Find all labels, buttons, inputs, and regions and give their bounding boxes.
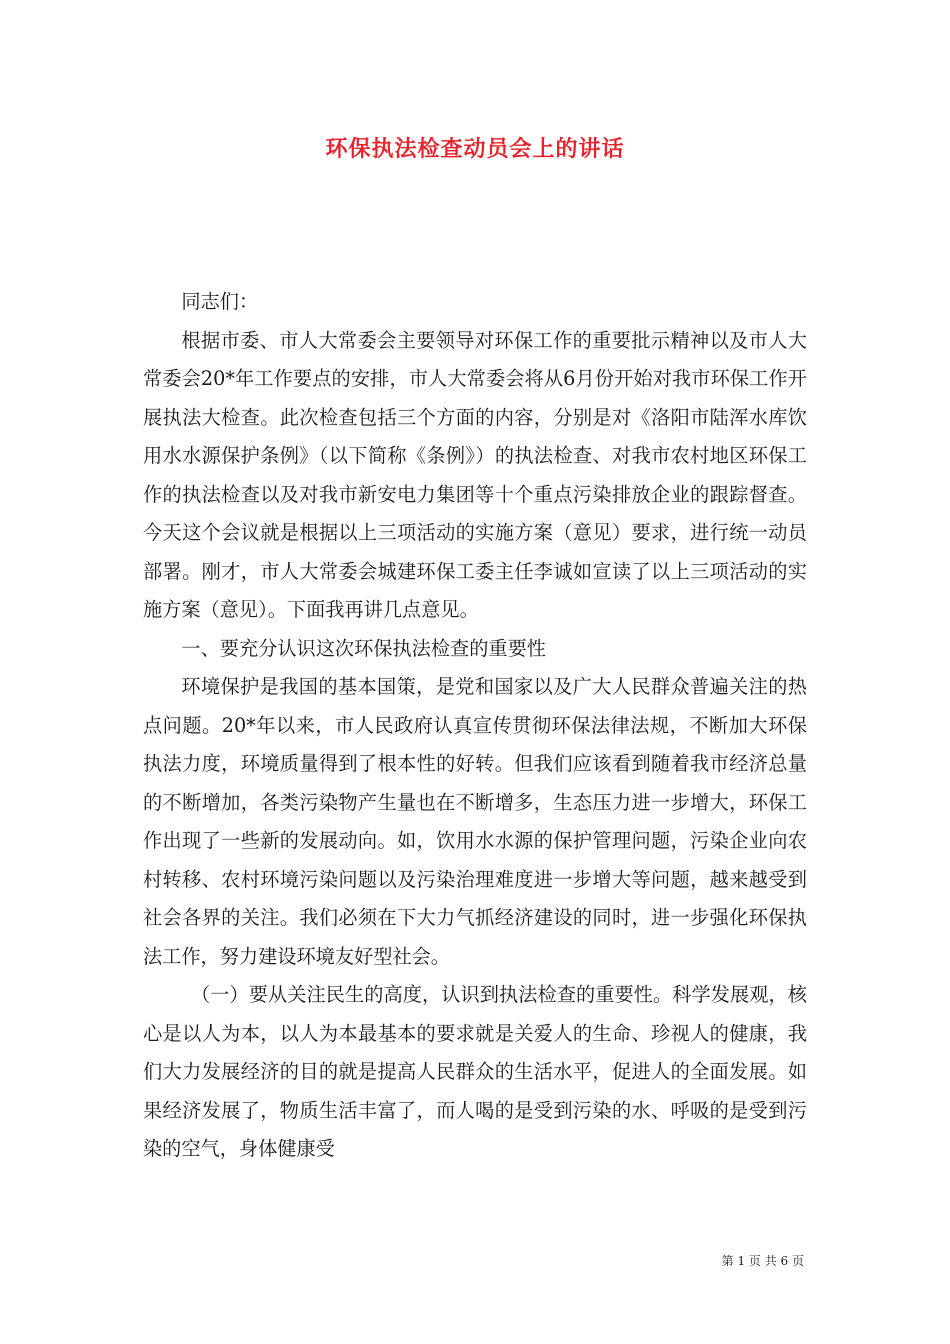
- document-title: 环保执法检查动员会上的讲话: [325, 136, 625, 162]
- salutation: 同志们：: [181, 290, 259, 313]
- section-heading: 一、要充分认识这次环保执法检查的重要性: [181, 636, 546, 660]
- document-body: [143, 283, 807, 1169]
- paragraph-intro: 根据市委、市人大常委会主要领导对环保工作的重要批示精神以及市人大常委会20*年工作要点的安排，市人大常委会将从6月份开始对我市环保工作开展执法大检查。此次检查包括三个方面的内容，分别是对《洛阳市陆浑水库饮用水水源保护条例》（以下简称《条例》）的执法检查、对我市农村地区环保工作的执法检查以及对我市新安电力集团等十个重点污染排放企业的跟踪督查。今天这个会议就是根据以上三项活动的实施方案（意见）要求，进行统一动员部署。刚才，市人大常委会城建环保工委主任李诚如宣读了以上三项活动的实施方案（意见）。下面我再讲几点意见。: [143, 328, 807, 621]
- page-indicator: 第 1 页 共 6 页: [721, 1254, 804, 1268]
- paragraph-environment: 环境保护是我国的基本国策，是党和国家以及广大人民群众普遍关注的热点问题。20*年以来，市人民政府认真宣传贯彻环保法律法规，不断加大环保执法力度，环境质量得到了根本性的好转。但我们应该看到随着我市经济总量的不断增加，各类污染物产生量也在不断增多，生态压力进一步增大，环保工作出现了一些新的发展动向。如，饮用水水源的保护管理问题，污染企业向农村转移、农村环境污染问题以及污染治理难度进一步增大等问题，越来越受到社会各界的关注。我们必须在下大力气抓经济建设的同时，进一步强化环保执法工作，努力建设环境友好型社会。: [143, 675, 807, 968]
- paragraph-subpoint-1: （一）要从关注民生的高度，认识到执法检查的重要性。科学发展观，核心是以人为本，以人为本最基本的要求就是关爱人的生命、珍视人的健康，我们大力发展经济的目的就是提高人民群众的生活水平，促进人的全面发展。如果经济发展了，物质生活丰富了，而人喝的是受到污染的水、呼吸的是受到污染的空气，身体健康受: [143, 983, 807, 1160]
